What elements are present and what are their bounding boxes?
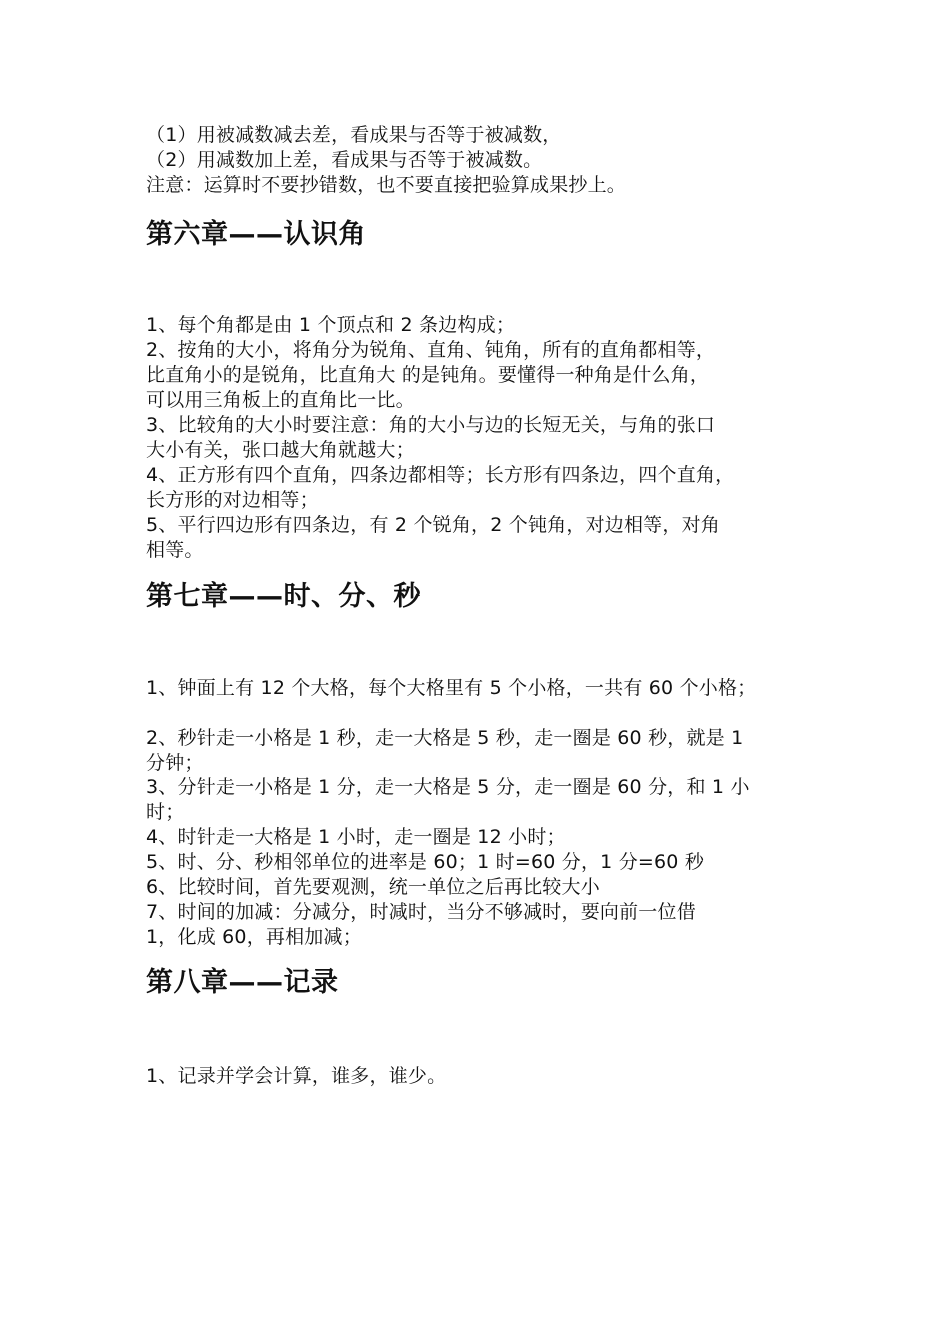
- text-line: 大小有关，张口越大角就越大；: [146, 439, 415, 461]
- text-line: 2、秒针走一小格是 1 秒，走一大格是 5 秒，走一圈是 60 秒，就是 1: [146, 727, 744, 749]
- text-line: 长方形的对边相等；: [146, 489, 319, 511]
- text-line: 分钟；: [146, 752, 204, 774]
- text-line: （2）用减数加上差，看成果与否等于被减数。: [146, 149, 543, 171]
- text-line: 5、平行四边形有四条边，有 2 个锐角，2 个钝角，对边相等，对角: [146, 514, 720, 536]
- chapter-7-heading: 第七章——时、分、秒: [146, 581, 421, 612]
- text-line: 可以用三角板上的直角比一比。: [146, 389, 415, 411]
- text-line: 3、分针走一小格是 1 分，走一大格是 5 分，走一圈是 60 分，和 1 小: [146, 776, 750, 798]
- chapter-6-heading: 第六章——认识角: [146, 219, 366, 250]
- text-line: 4、时针走一大格是 1 小时，走一圈是 12 小时；: [146, 826, 566, 848]
- text-line: 时；: [146, 801, 185, 823]
- text-line: 6、比较时间，首先要观测，统一单位之后再比较大小: [146, 876, 600, 898]
- text-line: 4、正方形有四个直角，四条边都相等；长方形有四条边，四个直角，: [146, 464, 735, 486]
- text-line: 7、时间的加减：分减分，时减时，当分不够减时，要向前一位借: [146, 901, 696, 923]
- text-line: （1）用被减数减去差，看成果与否等于被减数，: [146, 124, 562, 146]
- text-line: 2、按角的大小，将角分为锐角、直角、钝角，所有的直角都相等，: [146, 339, 716, 361]
- text-line: 1、记录并学会计算，谁多，谁少。: [146, 1065, 447, 1087]
- text-line: 相等。: [146, 539, 204, 561]
- text-line: 1，化成 60，再相加减；: [146, 926, 362, 948]
- text-line: 3、比较角的大小时要注意：角的大小与边的长短无关，与角的张口: [146, 414, 716, 436]
- text-line: 1、每个角都是由 1 个顶点和 2 条边构成；: [146, 314, 516, 336]
- text-line: 1、钟面上有 12 个大格，每个大格里有 5 个小格，一共有 60 个小格；: [146, 677, 757, 699]
- text-line: 5、时、分、秒相邻单位的进率是 60；1 时=60 分，1 分=60 秒: [146, 851, 705, 873]
- text-line: 比直角小的是锐角，比直角大 的是钝角。要懂得一种角是什么角，: [146, 364, 710, 386]
- text-line: 注意：运算时不要抄错数，也不要直接把验算成果抄上。: [146, 174, 627, 196]
- chapter-8-heading: 第八章——记录: [146, 967, 339, 998]
